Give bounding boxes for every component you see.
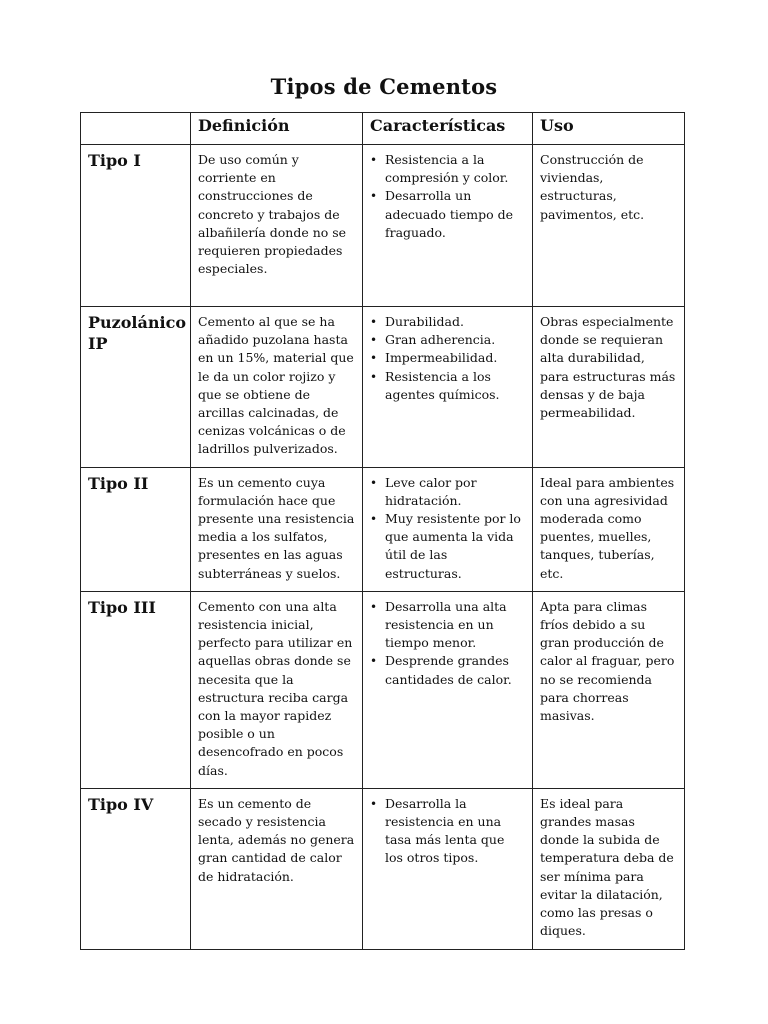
characteristics-list bbox=[370, 795, 525, 868]
table-row bbox=[81, 467, 685, 591]
characteristic-item: • Desarrolla una alta resistencia en un tiempo menor. bbox=[382, 598, 525, 653]
characteristic-item: • Resistencia a los agentes químicos. bbox=[382, 368, 525, 404]
use-cell: Obras especialmente donde se requieran alta durabilidad, para estructuras más densas y de baja permeabilidad. bbox=[533, 307, 685, 468]
cement-types-table bbox=[80, 112, 685, 950]
characteristic-item: • Impermeabilidad. bbox=[382, 349, 525, 367]
characteristic-item: • Desarrolla la resistencia en una tasa más lenta que los otros tipos. bbox=[382, 795, 525, 868]
characteristic-item: • Gran adherencia. bbox=[382, 331, 525, 349]
characteristic-item: • Muy resistente por lo que aumenta la vida útil de las estructuras. bbox=[382, 510, 525, 583]
characteristics-cell bbox=[363, 307, 533, 468]
characteristic-item: • Durabilidad. bbox=[382, 313, 525, 331]
header-cell-type bbox=[81, 113, 191, 145]
characteristics-cell bbox=[363, 145, 533, 307]
use-cell: Construcción de viviendas, estructuras, pavimentos, etc. bbox=[533, 145, 685, 307]
table-row bbox=[81, 591, 685, 788]
type-name-cell: Puzolánico IP bbox=[81, 307, 191, 468]
table-row bbox=[81, 145, 685, 307]
characteristic-item: • Desarrolla un adecuado tiempo de fraguado. bbox=[382, 187, 525, 242]
characteristics-list bbox=[370, 151, 525, 242]
type-name-cell: Tipo IV bbox=[81, 788, 191, 949]
characteristics-list bbox=[370, 313, 525, 404]
definition-cell: Cemento al que se ha añadido puzolana hasta en un 15%, material que le da un color rojizo y que se obtiene de arcillas calcinadas, de cenizas volcánicas o de ladrillos pulverizados. bbox=[191, 307, 363, 468]
characteristics-cell bbox=[363, 467, 533, 591]
header-cell-characteristics: Características bbox=[363, 113, 533, 145]
use-cell: Apta para climas fríos debido a su gran producción de calor al fraguar, pero no se recomienda para chorreas masivas. bbox=[533, 591, 685, 788]
type-name-cell: Tipo III bbox=[81, 591, 191, 788]
characteristic-item: • Desprende grandes cantidades de calor. bbox=[382, 652, 525, 688]
definition-cell: Es un cemento de secado y resistencia lenta, además no genera gran cantidad de calor de hidratación. bbox=[191, 788, 363, 949]
use-cell: Ideal para ambientes con una agresividad moderada como puentes, muelles, tanques, tuberías, etc. bbox=[533, 467, 685, 591]
table-row bbox=[81, 788, 685, 949]
table-header-row bbox=[81, 113, 685, 145]
type-name-cell: Tipo II bbox=[81, 467, 191, 591]
use-cell: Es ideal para grandes masas donde la subida de temperatura deba de ser mínima para evitar la dilatación, como las presas o diques. bbox=[533, 788, 685, 949]
definition-cell: De uso común y corriente en construcciones de concreto y trabajos de albañilería donde no se requieren propiedades especiales. bbox=[191, 145, 363, 307]
header-cell-definition: Definición bbox=[191, 113, 363, 145]
characteristics-list bbox=[370, 474, 525, 583]
characteristic-item: • Leve calor por hidratación. bbox=[382, 474, 525, 510]
definition-cell: Cemento con una alta resistencia inicial, perfecto para utilizar en aquellas obras donde se necesita que la estructura reciba carga con la mayor rapidez posible o un desencofrado en pocos días. bbox=[191, 591, 363, 788]
characteristics-cell bbox=[363, 591, 533, 788]
characteristics-list bbox=[370, 598, 525, 689]
header-cell-use: Uso bbox=[533, 113, 685, 145]
type-name-cell: Tipo I bbox=[81, 145, 191, 307]
characteristics-cell bbox=[363, 788, 533, 949]
characteristic-item: • Resistencia a la compresión y color. bbox=[382, 151, 525, 187]
table-row bbox=[81, 307, 685, 468]
page-title: Tipos de Cementos bbox=[270, 74, 498, 99]
definition-cell: Es un cemento cuya formulación hace que presente una resistencia media a los sulfatos, presentes en las aguas subterráneas y suelos. bbox=[191, 467, 363, 591]
